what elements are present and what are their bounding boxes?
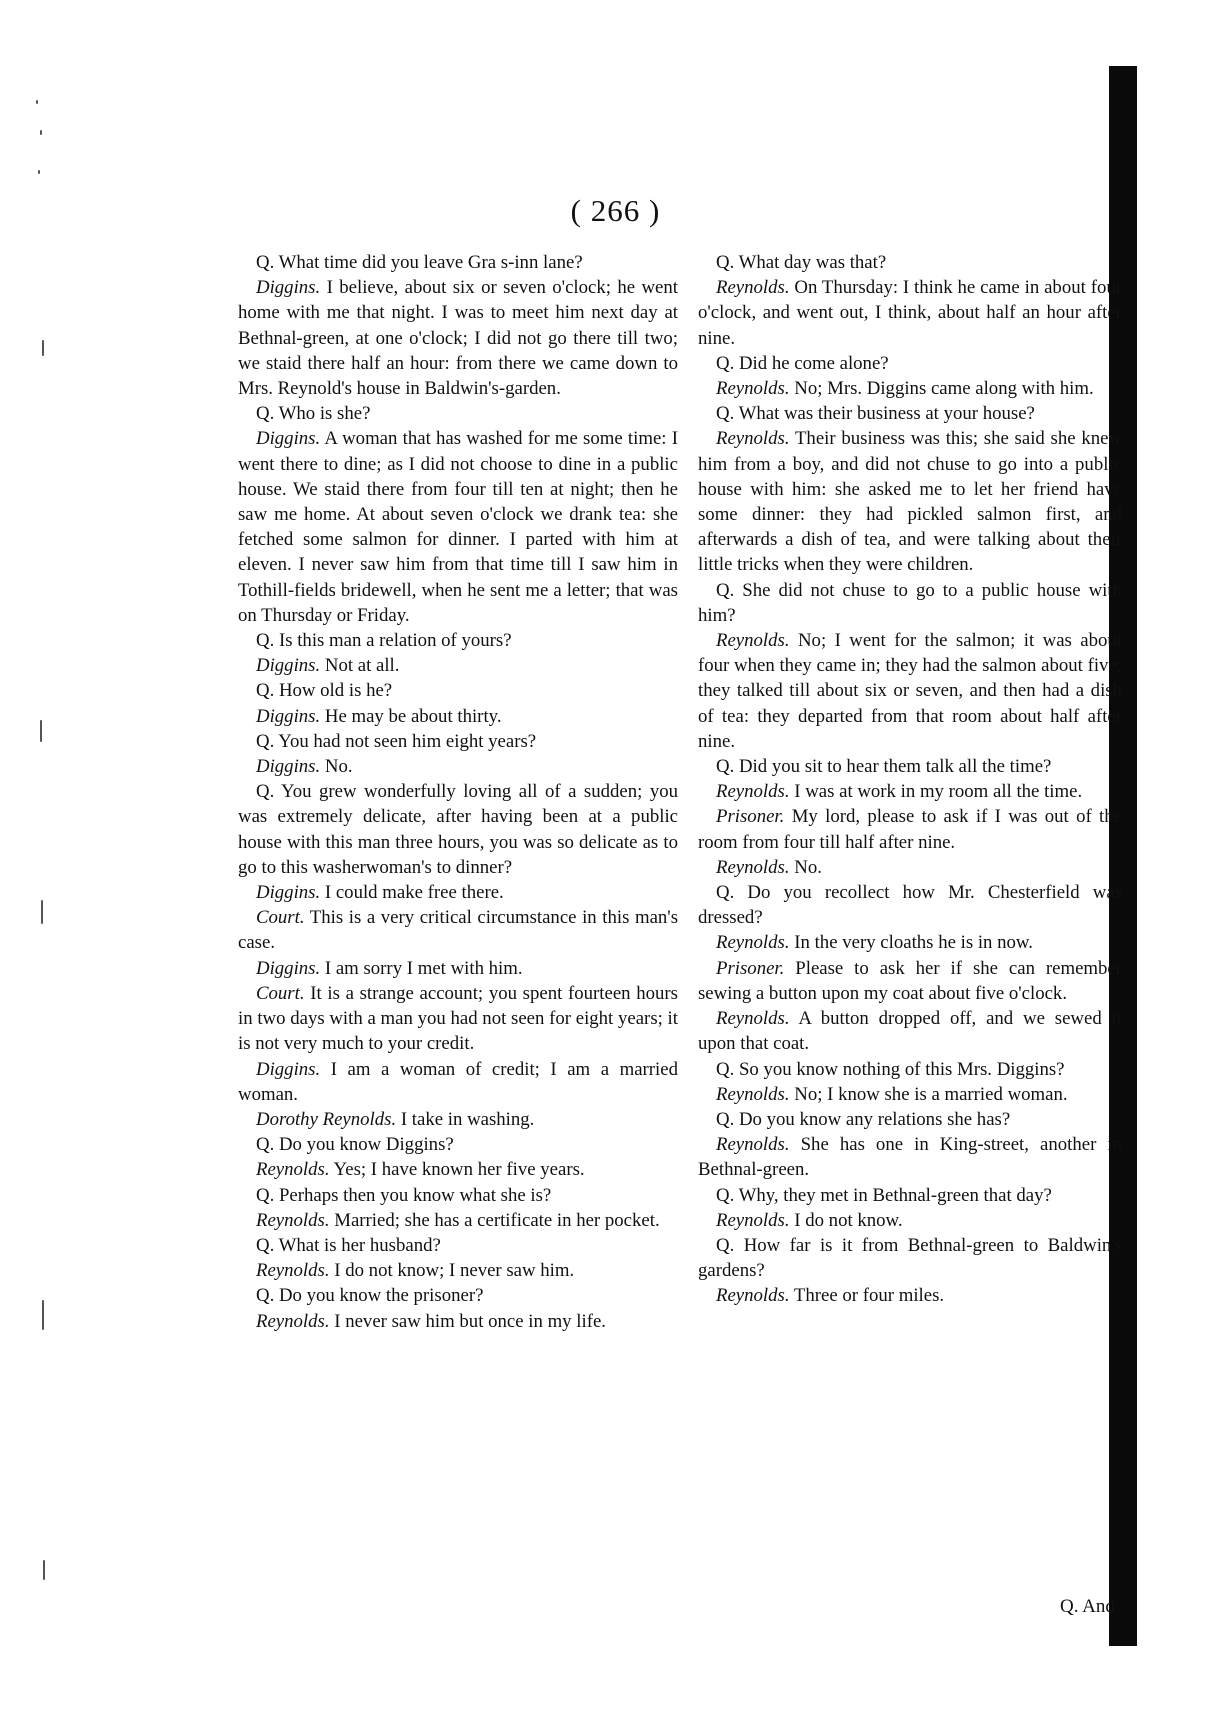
- speaker-name: Reynolds.: [716, 277, 790, 299]
- paragraph-text: Please to ask her if she can remember sewing a button upon my coat about five o'clock.: [698, 957, 1122, 1004]
- paragraph-text: Q. Who is she?: [256, 403, 371, 425]
- speaker-name: Reynolds.: [256, 1159, 330, 1181]
- speaker-name: Prisoner.: [716, 957, 785, 979]
- catchword: Q. And: [1060, 1596, 1115, 1617]
- paragraph: [698, 1057, 1122, 1082]
- paragraph-text: Q. Do you know Diggins?: [256, 1134, 454, 1156]
- paragraph-text: No.: [794, 856, 822, 878]
- paragraph-text: Q. You grew wonderfully loving all of a sudden; you was extremely delicate, after having been at a public house with this man three hours, you was so delicate as to go to this washerwoman's to dinner?: [238, 781, 678, 878]
- paragraph-text: No.: [324, 756, 353, 778]
- paragraph: [238, 1233, 678, 1258]
- paragraph-text: Their business was this; she said she knew him from a boy, and did not chuse to go into a public house with him: she asked me to let her friend have some dinner: they had pickled salmon first, and afterwards a dish of tea, and were talking about their little tricks when they were children.: [698, 428, 1122, 576]
- paragraph-text: Q. Perhaps then you know what she is?: [256, 1184, 552, 1206]
- speaker-name: Diggins.: [256, 655, 321, 677]
- paragraph: [698, 779, 1122, 804]
- paragraph-text: Three or four miles.: [793, 1285, 945, 1307]
- paragraph: [238, 653, 678, 678]
- paragraph-text: I take in washing.: [400, 1108, 535, 1130]
- speaker-name: Diggins.: [256, 882, 321, 904]
- paragraph: [698, 250, 1122, 275]
- speaker-name: Reynolds.: [716, 378, 790, 400]
- paragraph-text: I do not know; I never saw him.: [334, 1260, 575, 1282]
- paragraph-text: Q. Did you sit to hear them talk all the time?: [716, 756, 1052, 778]
- paragraph: [698, 1183, 1122, 1208]
- paragraph-text: Q. How far is it from Bethnal-green to Baldwin's gardens?: [698, 1234, 1122, 1282]
- paragraph-text: Q. You had not seen him eight years?: [256, 730, 537, 752]
- margin-specks: [34, 100, 48, 1700]
- paragraph: [698, 426, 1122, 577]
- paragraph-text: Not at all.: [324, 655, 400, 677]
- paragraph-text: Q. What is her husband?: [256, 1234, 441, 1256]
- paragraph-text: A button dropped off, and we sewed it upon that coat.: [698, 1008, 1122, 1055]
- speaker-name: Reynolds.: [256, 1209, 330, 1231]
- paragraph: [698, 956, 1122, 1006]
- paragraph: [698, 628, 1122, 754]
- speaker-name: Reynolds.: [716, 428, 790, 450]
- paragraph: [698, 275, 1122, 351]
- speaker-name: Dorothy Reynolds.: [256, 1108, 397, 1130]
- paragraph-text: I could make free there.: [324, 882, 504, 904]
- paragraph: [238, 1283, 678, 1308]
- speaker-name: Reynolds.: [256, 1310, 330, 1332]
- paragraph: [698, 1132, 1122, 1182]
- paragraph: [698, 1006, 1122, 1056]
- paragraph: [238, 754, 678, 779]
- speaker-name: Reynolds.: [716, 932, 790, 954]
- paragraph-text: I do not know.: [794, 1209, 903, 1231]
- paragraph: [238, 905, 678, 955]
- right-column: [698, 250, 1122, 1309]
- speaker-name: Reynolds.: [716, 856, 790, 878]
- paragraph-text: Q. Do you know the prisoner?: [256, 1285, 484, 1307]
- paragraph: [698, 1233, 1122, 1283]
- paragraph: [238, 401, 678, 426]
- speaker-name: Reynolds.: [716, 781, 790, 803]
- paragraph: [238, 628, 678, 653]
- paragraph: [698, 1208, 1122, 1233]
- paragraph: [238, 275, 678, 401]
- speaker-name: Diggins.: [256, 957, 321, 979]
- paragraph: [238, 981, 678, 1057]
- paragraph: [238, 880, 678, 905]
- paragraph-text: Q. So you know nothing of this Mrs. Diggins?: [716, 1058, 1065, 1080]
- paragraph: [238, 779, 678, 880]
- paragraph-text: Q. Why, they met in Bethnal-green that day?: [716, 1184, 1052, 1206]
- speaker-name: Diggins.: [256, 705, 321, 727]
- paragraph: [238, 1107, 678, 1132]
- paragraph: [238, 704, 678, 729]
- speaker-name: Reynolds.: [256, 1260, 330, 1282]
- paragraph-text: Q. What day was that?: [716, 252, 887, 273]
- paragraph: [698, 880, 1122, 930]
- paragraph: [238, 1309, 678, 1334]
- speaker-name: Reynolds.: [716, 1285, 790, 1307]
- speaker-name: Reynolds.: [716, 1083, 790, 1105]
- paragraph: [238, 1258, 678, 1283]
- speaker-name: Reynolds.: [716, 630, 790, 652]
- speaker-name: Reynolds.: [716, 1008, 790, 1030]
- paragraph-text: This is a very critical circumstance in this man's case.: [238, 907, 678, 954]
- paragraph: [238, 729, 678, 754]
- paragraph: [238, 678, 678, 703]
- paragraph-text: A woman that has washed for me some time: I went there to dine; as I did not choose to dine in a public house. We staid there from four till ten at night; then he saw me home. At about seven o'clock we drank tea: she fetched some salmon for dinner. I parted with him at eleven. I never saw him from that time till I saw him in Tothill-fields bridewell, when he sent me a letter; that was on Thursday or Friday.: [238, 428, 678, 626]
- paragraph-text: No; I know she is a married woman.: [794, 1083, 1068, 1105]
- speaker-name: Court.: [256, 982, 305, 1004]
- paragraph: [698, 1283, 1122, 1308]
- paragraph-text: On Thursday: I think he came in about four o'clock, and went out, I think, about half an hour after nine.: [698, 277, 1122, 349]
- paragraph-text: Q. Is this man a relation of yours?: [256, 630, 512, 652]
- paragraph-text: Q. Do you recollect how Mr. Chesterfield was dressed?: [698, 882, 1122, 929]
- paragraph: [238, 250, 678, 275]
- paragraph: [238, 426, 678, 628]
- paragraph: [238, 1057, 678, 1107]
- speaker-name: Diggins.: [256, 756, 321, 778]
- paragraph-text: In the very cloaths he is in now.: [794, 932, 1033, 954]
- paragraph-text: Q. What was their business at your house?: [716, 403, 1035, 425]
- speaker-name: Reynolds.: [716, 1134, 790, 1156]
- paragraph: [698, 401, 1122, 426]
- paragraph-text: Q. She did not chuse to go to a public house with him?: [698, 579, 1122, 626]
- paragraph: [698, 804, 1122, 854]
- paragraph: [238, 1132, 678, 1157]
- paragraph: [698, 1082, 1122, 1107]
- paragraph: [698, 376, 1122, 401]
- paragraph-text: No; Mrs. Diggins came along with him.: [794, 378, 1094, 400]
- paragraph-text: Q. What time did you leave Gra s-inn lane?: [256, 252, 583, 273]
- paragraph-text: He may be about thirty.: [324, 705, 502, 727]
- paragraph-text: I never saw him but once in my life.: [334, 1310, 606, 1332]
- paragraph: [698, 930, 1122, 955]
- page-number-header: ( 266 ): [570, 193, 661, 228]
- paragraph: [698, 754, 1122, 779]
- paragraph-text: She has one in King-street, another in Bethnal-green.: [698, 1134, 1122, 1181]
- paragraph-text: It is a strange account; you spent fourteen hours in two days with a man you had not seen for eight years; it is not very much to your credit.: [238, 982, 678, 1055]
- paragraph-text: My lord, please to ask if I was out of the room from four till half after nine.: [698, 806, 1122, 853]
- paragraph-text: No; I went for the salmon; it was about four when they came in; they had the salmon about five; they talked till about six or seven, and then had a dish of tea: they departed from that room about half after nine.: [698, 630, 1122, 752]
- speaker-name: Diggins.: [256, 1058, 321, 1080]
- paragraph-text: I was at work in my room all the time.: [794, 781, 1083, 803]
- speaker-name: Diggins.: [256, 277, 321, 299]
- paragraph: [698, 1107, 1122, 1132]
- paragraph-text: Q. Do you know any relations she has?: [716, 1108, 1011, 1130]
- speaker-name: Prisoner.: [716, 806, 785, 828]
- paragraph-text: Married; she has a certificate in her pocket.: [334, 1209, 660, 1231]
- paragraph-text: Yes; I have known her five years.: [333, 1159, 585, 1181]
- paragraph-text: Q. Did he come alone?: [716, 352, 889, 374]
- paragraph: [698, 855, 1122, 880]
- paragraph-text: I believe, about six or seven o'clock; he went home with me that night. I was to meet him next day at Bethnal-green, at one o'clock; I did not go there till two; we staid there half an hour: from there we came down to Mrs. Reynold's house in Baldwin's-garden.: [238, 277, 679, 400]
- paragraph: [698, 351, 1122, 376]
- paragraph-text: I am a woman of credit; I am a married woman.: [238, 1058, 678, 1105]
- paragraph: [238, 956, 678, 981]
- paragraph: [698, 578, 1122, 628]
- speaker-name: Diggins.: [256, 428, 321, 450]
- paragraph: [238, 1208, 678, 1233]
- paragraph-text: Q. How old is he?: [256, 680, 393, 702]
- speaker-name: Reynolds.: [716, 1209, 790, 1231]
- paragraph-text: I am sorry I met with him.: [324, 957, 523, 979]
- paragraph: [238, 1183, 678, 1208]
- speaker-name: Court.: [256, 907, 305, 929]
- paragraph: [238, 1157, 678, 1182]
- left-column: [238, 250, 678, 1334]
